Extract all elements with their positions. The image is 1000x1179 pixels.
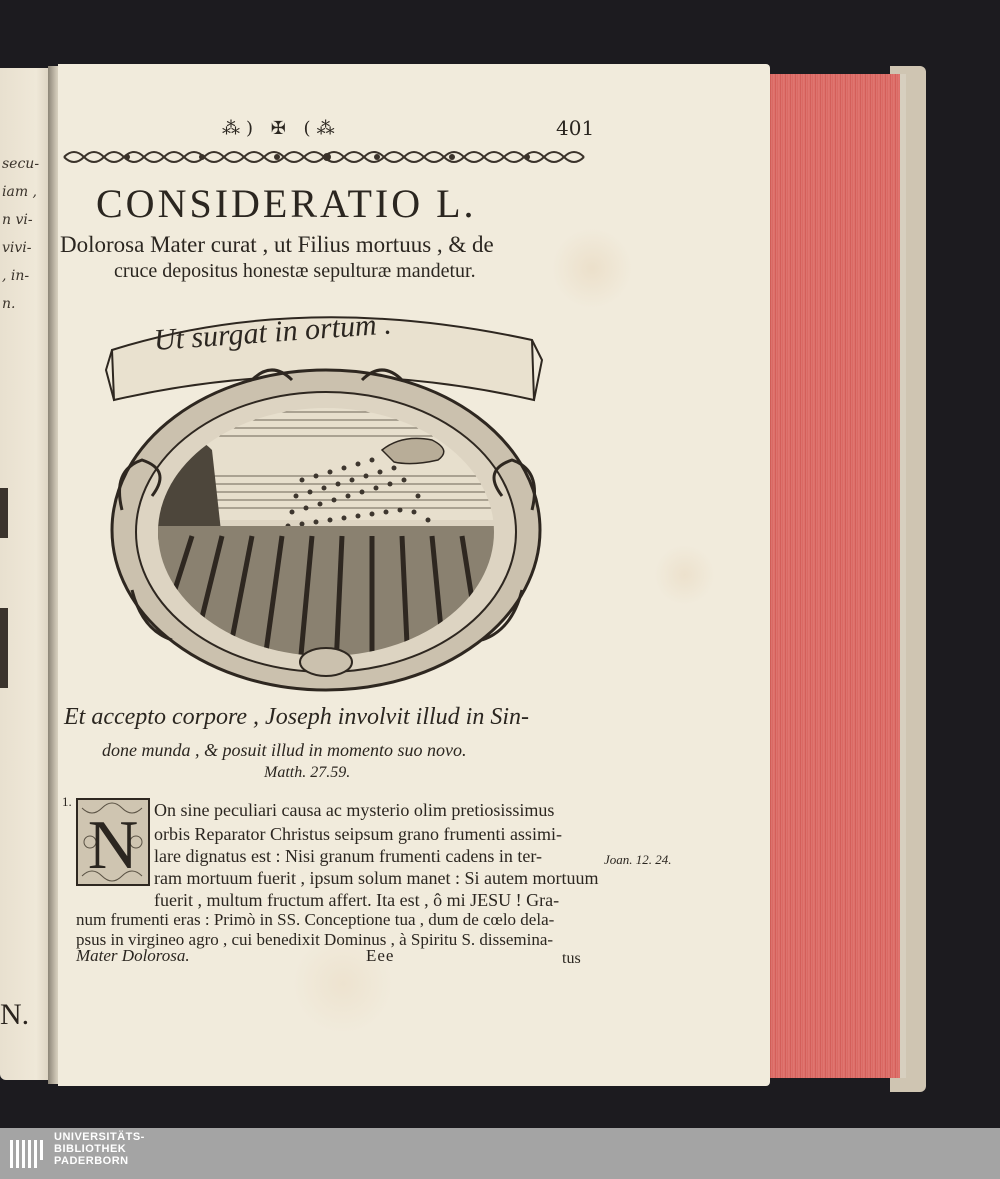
verse-reference: Matth. 27.59.: [264, 764, 351, 781]
body-line: ram mortuum fuerit , ipsum solum manet : Si autem mortuum: [154, 868, 599, 888]
running-title: Mater Dolorosa.: [76, 946, 190, 965]
library-logo-icon: [8, 1136, 48, 1172]
decorated-initial: [76, 798, 150, 886]
page-block-red-edge: [752, 74, 906, 1078]
left-page-line: vivi-: [2, 240, 32, 256]
initial-letter: N: [87, 807, 139, 884]
library-name-line: PADERBORN: [54, 1155, 129, 1167]
left-page-large-letter: N.: [0, 998, 30, 1031]
body-line: num frumenti eras : Primò in SS. Conceptione tua , dum de cœlo dela-: [76, 910, 555, 929]
header-ornament-mark: ⁂) ✠ (⁂: [222, 118, 341, 139]
chapter-subtitle: Dolorosa Mater curat , ut Filius mortuus , & de: [60, 232, 494, 257]
chapter-title: CONSIDERATIO L.: [96, 181, 477, 226]
body-line: orbis Reparator Christus seipsum grano frumenti assimi-: [154, 824, 562, 844]
left-page-ink-mark: [0, 608, 8, 688]
left-page-line: n vi-: [2, 212, 33, 228]
body-line: psus in virgineo agro , cui benedixit Dominus , à Spiritu S. dissemina-: [76, 930, 554, 949]
library-footer-bar: [0, 1128, 1000, 1179]
body-line: lare dignatus est : Nisi granum frumenti cadens in ter-: [154, 846, 543, 866]
verse-line: done munda , & posuit illud in momento suo novo.: [102, 740, 467, 760]
signature-mark: Eee: [366, 946, 395, 965]
paragraph-number: 1.: [62, 794, 72, 809]
left-page-line: n.: [2, 296, 16, 312]
body-line: fuerit , multum fructum affert. Ita est , ô mi JESU ! Gra-: [154, 890, 560, 910]
catchword: tus: [562, 950, 581, 967]
left-page-line: secu-: [2, 156, 40, 172]
emblem-engraving: [102, 300, 552, 702]
emblem-motto: Ut surgat in ortum .: [152, 307, 393, 357]
library-name-line: BIBLIOTHEK: [54, 1143, 127, 1155]
left-page-ink-mark: [0, 488, 8, 538]
library-name-line: UNIVERSITÄTS-: [54, 1131, 145, 1143]
body-line: On sine peculiari causa ac mysterio olim pretiosissimus: [154, 800, 555, 820]
chapter-subtitle-continued: cruce depositus honestæ sepulturæ mandetur.: [114, 260, 476, 282]
left-page: [0, 68, 52, 1080]
verse-line: Et accepto corpore , Joseph involvit illud in Sin-: [64, 704, 529, 730]
left-page-line: , in-: [2, 268, 30, 284]
page-number: 401: [556, 116, 595, 140]
left-page-line: iam ,: [2, 184, 37, 200]
margin-reference-note: Joan. 12. 24.: [604, 852, 672, 867]
decorative-border-ornament: [62, 146, 592, 168]
